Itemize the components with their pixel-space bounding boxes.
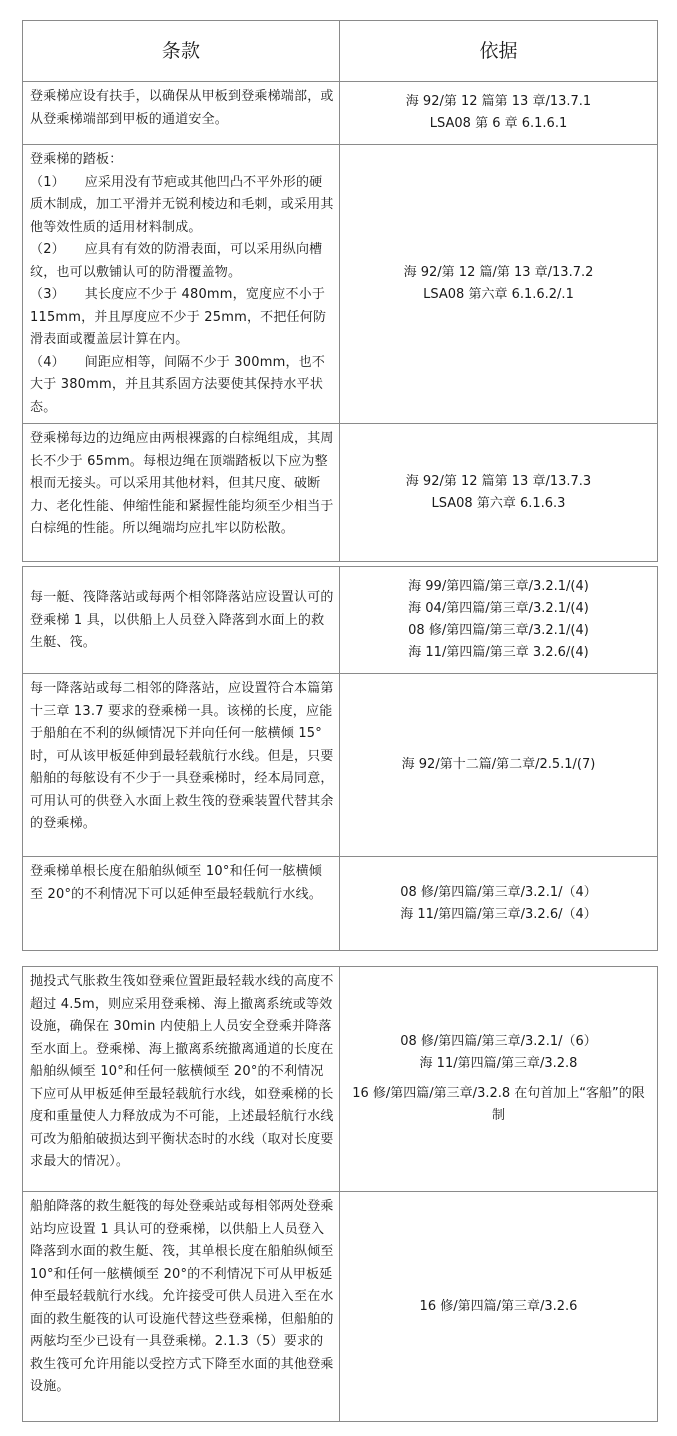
clause-text: 登乘梯每边的边绳应由两根裸露的白棕绳组成，其周长不少于 65mm。每根边绳在顶端踏板以下应为整根而无接头。可以采用其他材料，但其尺度、破断力、老化性能、伸缩性能和紧握性能均须至少相当于白棕绳的性能。所以绳端均应扎牢以防松散。 — [30, 431, 334, 536]
basis-line: 海 11/第四篇/第三章/3.2.8 — [419, 1056, 578, 1071]
basis-note: 16 修/第四篇/第三章/3.2.8 在句首加上“客船”的限制 — [352, 1086, 645, 1123]
basis-cell — [340, 424, 657, 561]
table-row — [23, 673, 657, 856]
clause-cell — [23, 1192, 340, 1421]
basis-line: 海 11/第四篇/第三章 3.2.6/(4) — [408, 645, 589, 660]
basis-cell — [340, 82, 657, 144]
table-row — [23, 856, 657, 950]
table-row — [23, 423, 657, 561]
header-basis: 依据 — [479, 40, 518, 62]
clause-text: （2） 应具有有效的防滑表面，可以采用纵向槽纹，也可以敷铺认可的防滑覆盖物。 — [30, 242, 323, 280]
clause-text: （4） 间距应相等，间隔不少于 300mm，也不大于 380mm，并且其系固方法要使其保持水平状态。 — [30, 354, 326, 415]
basis-line: LSA08 第 6 章 6.1.6.1 — [429, 116, 568, 131]
basis-cell — [340, 1192, 657, 1421]
header-clause: 条款 — [23, 21, 340, 81]
basis-cell — [340, 674, 657, 856]
clause-text: 抛投式气胀救生筏如登乘位置距最轻载水线的高度不超过 4.5m，则应采用登乘梯、海上撤离系统或等效设施，确保在 30min 内使船上人员安全登乘并降落至水面上。登乘梯、海上撤离系统撤离通道的长度在船舶纵倾至 10°和任何一舷横倾至 20°的不利情况下应可从甲板延伸至最轻载航行水线，如登乘梯的长度和重量使人力释放成为不可能，上述最轻航行水线可改为船舶破损达到平衡状态时的水线（取对长度要求最大的情况）。 — [30, 974, 334, 1169]
clause-text: 登乘梯单根长度在船舶纵倾至 10°和任何一舷横倾至 20°的不利情况下可以延伸至最轻载航行水线。 — [30, 864, 322, 902]
basis-line: 08 修/第四篇/第三章/3.2.1/（4） — [400, 884, 597, 900]
basis-line: 海 04/第四篇/第三章/3.2.1/(4) — [408, 601, 589, 616]
basis-line: 海 92/第 12 篇第 13 章/13.7.3 — [405, 473, 592, 489]
table-row — [23, 1191, 657, 1421]
clause-table-2 — [22, 566, 658, 951]
basis-line: 海 99/第四篇/第三章/3.2.1/(4) — [408, 579, 589, 594]
basis-cell — [340, 967, 657, 1191]
basis-line: LSA08 第六章 6.1.6.2/.1 — [423, 287, 574, 302]
basis-line: 16 修/第四篇/第三章/3.2.6 — [419, 1298, 578, 1314]
basis-line: 海 11/第四篇/第三章/3.2.6/（4） — [400, 906, 597, 922]
clause-text: 每一艇、筏降落站或每两个相邻降落站应设置认可的登乘梯 1 具，以供船上人员登入降落到水面上的救生艇、筏。 — [30, 590, 334, 651]
clause-cell — [23, 424, 340, 561]
basis-cell — [340, 857, 657, 950]
clause-cell — [23, 967, 340, 1191]
basis-cell — [340, 145, 657, 423]
table-row — [23, 144, 657, 423]
clause-cell — [23, 674, 340, 856]
basis-line: 海 92/第 12 篇第 13 章/13.7.1 — [405, 94, 592, 109]
clause-table-1 — [22, 20, 658, 562]
basis-line: 海 92/第 12 篇/第 13 章/13.7.2 — [403, 265, 594, 280]
table-row — [23, 567, 657, 673]
table-row — [23, 81, 657, 144]
clause-text: （3） 其长度应不少于 480mm，宽度应不小于 115mm，并且厚度应不少于 25mm，不把任何防滑表面或覆盖层计算在内。 — [30, 287, 327, 347]
clause-table-3 — [22, 966, 658, 1422]
clause-text: （1） 应采用没有节疤或其他凹凸不平外形的硬质木制成，加工平滑并无锐利棱边和毛刺，或采用其他等效性质的适用材料制成。 — [30, 174, 334, 235]
clause-text: 登乘梯应设有扶手，以确保从甲板到登乘梯端部，或从登乘梯端部到甲板的通道安全。 — [30, 89, 334, 127]
clause-cell — [23, 145, 340, 423]
clause-text: 每一降落站或每二相邻的降落站，应设置符合本篇第十三章 13.7 要求的登乘梯一具。该梯的长度，应能于船舶在不利的纵倾情况下并向任何一舷横倾 15°时，可从该甲板延伸到最轻载航行水线。但是，只要船舶的每舷设有不少于一具登乘梯时，经本局同意，可用认可的供登入水面上救生筏的登乘装置代替其余的登乘梯。 — [30, 681, 334, 831]
basis-line: 海 92/第十二篇/第二章/2.5.1/(7) — [401, 757, 596, 772]
basis-cell — [340, 567, 657, 673]
clause-text: 船舶降落的救生艇筏的每处登乘站或每相邻两处登乘站均应设置 1 具认可的登乘梯，以供船上人员登入降落到水面的救生艇、筏，其单根长度在船舶纵倾至 10°和任何一舷横倾至 20°的不利情况下可从甲板延伸至最轻载航行水线。允许接受可供人员进入至在水面的救生艇筏的认可设施代替这些登乘梯，但船舶的两舷均至少已设有一具登乘梯。2.1.3（5）要求的救生筏可允许用能以受控方式下降至水面的其他登乘设施。 — [30, 1199, 334, 1394]
clause-cell — [23, 857, 340, 950]
clause-cell — [23, 82, 340, 144]
basis-line: 08 修/第四篇/第三章/3.2.1/（6） — [400, 1034, 597, 1049]
basis-line: LSA08 第六章 6.1.6.3 — [431, 495, 566, 511]
table-row — [23, 967, 657, 1191]
clause-cell — [23, 567, 340, 673]
header-row — [23, 21, 657, 81]
clause-text: 登乘梯的踏板： — [30, 152, 123, 167]
basis-line: 08 修/第四篇/第三章/3.2.1/(4) — [408, 623, 589, 638]
